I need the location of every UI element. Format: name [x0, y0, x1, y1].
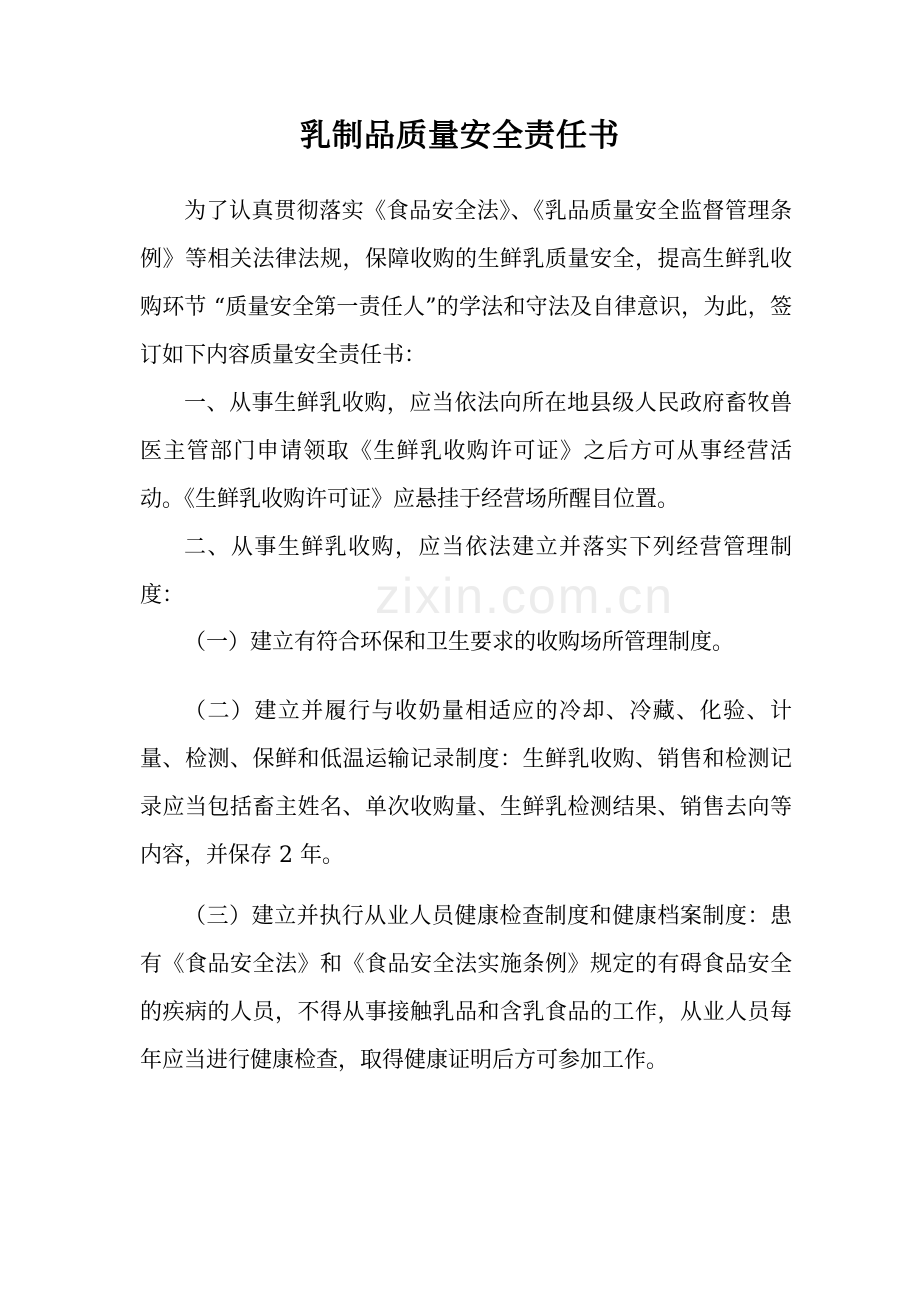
clause-2-item-1-paragraph: （一）建立有符合环保和卫生要求的收购场所管理制度。	[184, 630, 735, 655]
document-title: 乳制品质量安全责任书	[300, 118, 620, 154]
clause-2-paragraph: 二、从事生鲜乳收购，应当依法建立并落实下列经营管理制度：	[140, 535, 792, 608]
intro-paragraph: 为了认真贯彻落实《食品安全法》、《乳品质量安全监督管理条例》等相关法律法规，保障收购的生鲜乳质量安全，提高生鲜乳收购环节 “质量安全第一责任人”的学法和守法及自律意识，为此，签订如下内容质量安全责任书：	[140, 199, 792, 368]
clause-2-item-2-paragraph: （二）建立并履行与收奶量相适应的冷却、冷藏、化验、计量、检测、保鲜和低温运输记录制度：生鲜乳收购、销售和检测记录应当包括畜主姓名、单次收购量、生鲜乳检测结果、销售去向等内容，并保存 2 年。	[140, 699, 792, 868]
watermark: zixin.com.cn	[375, 568, 675, 624]
clause-2-item-3-paragraph: （三）建立并执行从业人员健康检查制度和健康档案制度：患有《食品安全法》和《食品安全法实施条例》规定的有碍食品安全的疾病的人员，不得从事接触乳品和含乳食品的工作，从业人员每年应当进行健康检查，取得健康证明后方可参加工作。	[140, 904, 792, 1073]
clause-1-paragraph: 一、从事生鲜乳收购，应当依法向所在地县级人民政府畜牧兽医主管部门申请领取《生鲜乳收购许可证》之后方可从事经营活动。《生鲜乳收购许可证》应悬挂于经营场所醒目位置。	[140, 391, 792, 512]
